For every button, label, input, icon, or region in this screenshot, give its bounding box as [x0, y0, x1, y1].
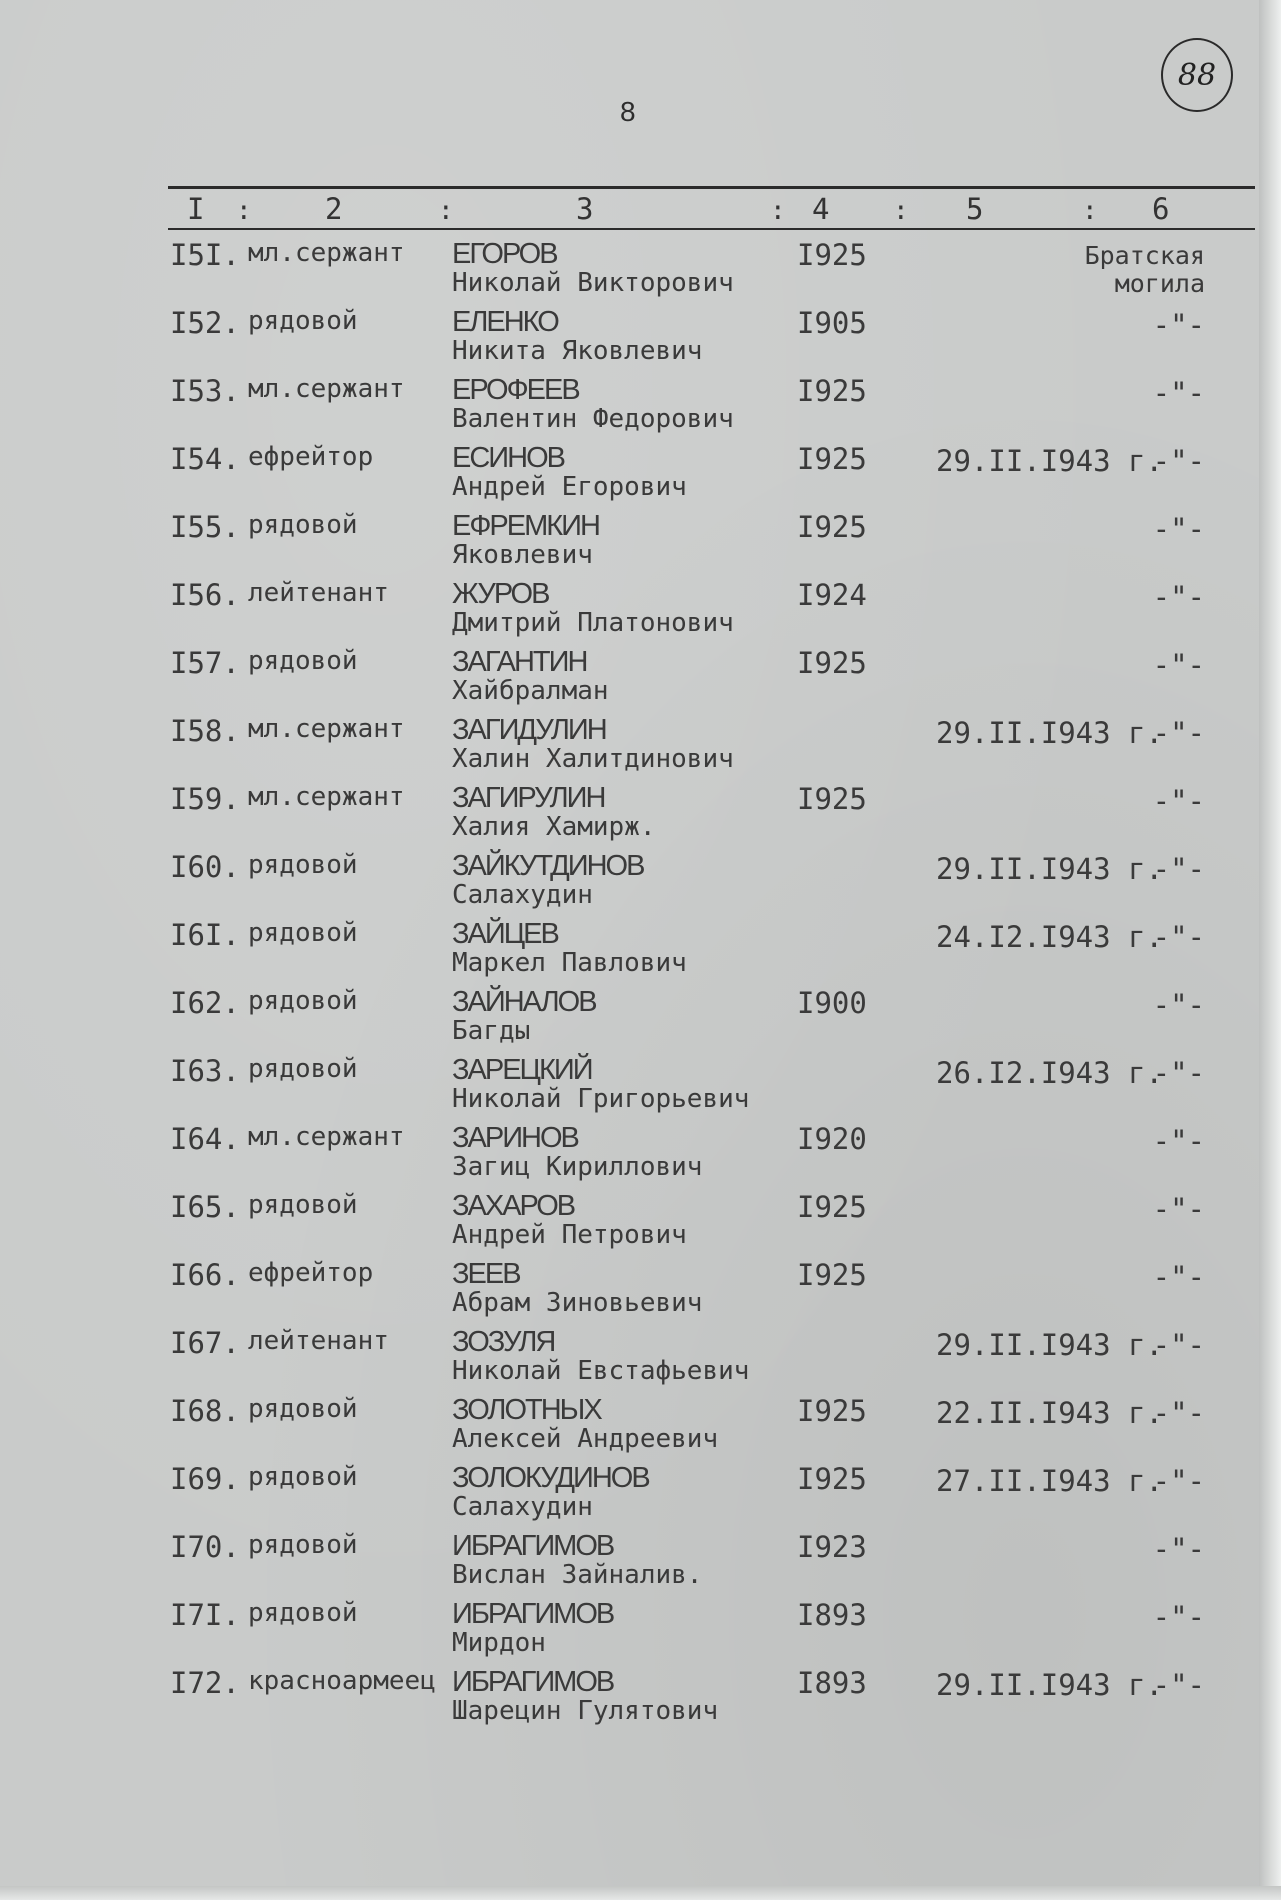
death-date: 29.II.I943 г.	[936, 1328, 1163, 1362]
table-row	[0, 238, 1281, 306]
burial-place: -"-	[1152, 1668, 1205, 1702]
military-rank: рядовой	[248, 1190, 358, 1220]
burial-place: -"-	[1152, 1396, 1205, 1430]
row-number: I60.	[170, 850, 240, 884]
birth-year: I925	[797, 510, 867, 544]
given-name: Халин Халитдинович	[452, 744, 734, 774]
military-rank: мл.сержант	[248, 782, 405, 812]
death-date: 24.I2.I943 г.	[936, 920, 1163, 954]
birth-year: I900	[797, 986, 867, 1020]
burial-place: -"-	[1152, 1260, 1205, 1294]
given-name: Никита Яковлевич	[452, 336, 703, 366]
row-number: I69.	[170, 1462, 240, 1496]
burial-place: -"-	[1152, 852, 1205, 886]
birth-year: I925	[797, 646, 867, 680]
table-row	[0, 1326, 1281, 1394]
military-rank: рядовой	[248, 510, 358, 540]
military-rank: ефрейтор	[248, 1258, 374, 1288]
row-number: I72.	[170, 1666, 240, 1700]
surname: ЗАГИДУЛИН	[452, 714, 606, 746]
military-rank: рядовой	[248, 1530, 358, 1560]
military-rank: мл.сержант	[248, 374, 405, 404]
given-name: Салахудин	[452, 880, 593, 910]
row-number: I70.	[170, 1530, 240, 1564]
military-rank: рядовой	[248, 1394, 358, 1424]
burial-place: -"-	[1152, 1532, 1205, 1566]
page-number: 8	[620, 96, 636, 127]
given-name: Хайбралман	[452, 676, 609, 706]
surname: ЕРОФЕЕВ	[452, 374, 579, 406]
birth-year: I905	[797, 306, 867, 340]
burial-place: -"-	[1152, 920, 1205, 954]
folio-stamp	[1161, 38, 1233, 112]
surname: ЗОЗУЛЯ	[452, 1326, 555, 1358]
burial-place: -"-	[1152, 784, 1205, 818]
table-row	[0, 578, 1281, 646]
table-row	[0, 1190, 1281, 1258]
row-number: I67.	[170, 1326, 240, 1360]
row-number: I63.	[170, 1054, 240, 1088]
burial-place: -"-	[1152, 1328, 1205, 1362]
burial-place: -"-	[1152, 988, 1205, 1022]
table-row	[0, 918, 1281, 986]
table-row	[0, 510, 1281, 578]
surname: ЗАГИРУЛИН	[452, 782, 605, 814]
given-name: Мирдон	[452, 1628, 546, 1658]
burial-place: -"-	[1152, 580, 1205, 614]
table-row	[0, 646, 1281, 714]
birth-year: I925	[797, 374, 867, 408]
military-rank: мл.сержант	[248, 714, 405, 744]
given-name: Маркел Павлович	[452, 948, 687, 978]
burial-place: -"-	[1152, 376, 1205, 410]
birth-year: I893	[797, 1666, 867, 1700]
given-name: Николай Григорьевич	[452, 1084, 750, 1114]
birth-year: I925	[797, 1394, 867, 1428]
given-name: Халия Хамирж.	[452, 812, 656, 842]
burial-place: -"-	[1152, 308, 1205, 342]
military-rank: рядовой	[248, 306, 358, 336]
death-date: 29.II.I943 г.	[936, 444, 1163, 478]
given-name: Яковлевич	[452, 540, 593, 570]
header-rule-top	[168, 186, 1255, 189]
burial-place: -"-	[1152, 1056, 1205, 1090]
table-row	[0, 1054, 1281, 1122]
surname: ЕГОРОВ	[452, 238, 557, 270]
row-number: I64.	[170, 1122, 240, 1156]
table-row	[0, 1394, 1281, 1462]
given-name: Андрей Петрович	[452, 1220, 687, 1250]
row-number: I52.	[170, 306, 240, 340]
birth-year: I924	[797, 578, 867, 612]
birth-year: I925	[797, 442, 867, 476]
column-separator: :	[236, 196, 252, 226]
burial-place: -"-	[1152, 1192, 1205, 1226]
surname: ЗАРИНОВ	[452, 1122, 578, 1154]
column-separator: :	[438, 196, 454, 226]
military-rank: рядовой	[248, 986, 358, 1016]
table-row	[0, 1598, 1281, 1666]
given-name: Андрей Егорович	[452, 472, 687, 502]
military-rank: рядовой	[248, 918, 358, 948]
table-row	[0, 782, 1281, 850]
military-rank: рядовой	[248, 850, 358, 880]
table-row	[0, 1666, 1281, 1734]
surname: ЗАГАНТИН	[452, 646, 587, 678]
column-header-3: 3	[576, 192, 594, 226]
given-name: Загиц Кириллович	[452, 1152, 703, 1182]
row-number: I68.	[170, 1394, 240, 1428]
column-separator: :	[893, 196, 909, 226]
row-number: I57.	[170, 646, 240, 680]
column-header-6: 6	[1152, 192, 1170, 226]
surname: ЗАРЕЦКИЙ	[452, 1054, 592, 1086]
military-rank: рядовой	[248, 1054, 358, 1084]
surname: ЖУРОВ	[452, 578, 549, 610]
military-rank: ефрейтор	[248, 442, 374, 472]
birth-year: I923	[797, 1530, 867, 1564]
death-date: 29.II.I943 г.	[936, 716, 1163, 750]
birth-year: I925	[797, 1190, 867, 1224]
birth-year: I925	[797, 238, 867, 272]
surname: ИБРАГИМОВ	[452, 1666, 614, 1698]
death-date: 29.II.I943 г.	[936, 1668, 1163, 1702]
military-rank: рядовой	[248, 646, 358, 676]
table-row	[0, 1258, 1281, 1326]
row-number: I65.	[170, 1190, 240, 1224]
military-rank: рядовой	[248, 1462, 358, 1492]
death-date: 26.I2.I943 г.	[936, 1056, 1163, 1090]
table-row	[0, 986, 1281, 1054]
burial-place: -"-	[1152, 1124, 1205, 1158]
column-header-2: 2	[325, 192, 343, 226]
header-rule-bottom	[168, 228, 1255, 230]
given-name: Салахудин	[452, 1492, 593, 1522]
military-rank: мл.сержант	[248, 238, 405, 268]
burial-place: -"-	[1152, 1464, 1205, 1498]
given-name: Николай Викторович	[452, 268, 734, 298]
surname: ЕЛЕНКО	[452, 306, 558, 338]
death-date: 27.II.I943 г.	[936, 1464, 1163, 1498]
birth-year: I925	[797, 782, 867, 816]
surname: ИБРАГИМОВ	[452, 1598, 614, 1630]
surname: ЗАЙКУТДИНОВ	[452, 850, 644, 882]
column-header-1: I	[187, 192, 205, 226]
surname: ЗОЛОТНЫХ	[452, 1394, 601, 1426]
table-row	[0, 1462, 1281, 1530]
table-row	[0, 1122, 1281, 1190]
given-name: Николай Евстафьевич	[452, 1356, 750, 1386]
page-edge-bottom	[0, 1886, 1281, 1900]
row-number: I6I.	[170, 918, 240, 952]
table-row	[0, 306, 1281, 374]
column-separator: :	[1082, 196, 1098, 226]
military-rank: лейтенант	[248, 1326, 389, 1356]
birth-year: I920	[797, 1122, 867, 1156]
military-rank: красноармеец	[248, 1666, 436, 1696]
burial-place: -"-	[1152, 512, 1205, 546]
column-separator: :	[770, 196, 786, 226]
surname: ЕСИНОВ	[452, 442, 564, 474]
burial-place: -"-	[1152, 648, 1205, 682]
row-number: I56.	[170, 578, 240, 612]
table-row	[0, 442, 1281, 510]
surname: ИБРАГИМОВ	[452, 1530, 614, 1562]
given-name: Валентин Федорович	[452, 404, 734, 434]
military-rank: лейтенант	[248, 578, 389, 608]
row-number: I7I.	[170, 1598, 240, 1632]
column-header-4: 4	[812, 192, 830, 226]
row-number: I55.	[170, 510, 240, 544]
row-number: I62.	[170, 986, 240, 1020]
row-number: I66.	[170, 1258, 240, 1292]
column-header-5: 5	[966, 192, 984, 226]
table-row	[0, 714, 1281, 782]
row-number: I53.	[170, 374, 240, 408]
given-name: Алексей Андреевич	[452, 1424, 719, 1454]
surname: ЕФРЕМКИН	[452, 510, 599, 542]
given-name: Шарецин Гулятович	[452, 1696, 719, 1726]
given-name: Абрам Зиновьевич	[452, 1288, 703, 1318]
death-date: 29.II.I943 г.	[936, 852, 1163, 886]
row-number: I58.	[170, 714, 240, 748]
burial-place: -"-	[1152, 444, 1205, 478]
row-number: I54.	[170, 442, 240, 476]
birth-year: I925	[797, 1462, 867, 1496]
surname: ЗАХАРОВ	[452, 1190, 575, 1222]
burial-place: -"-	[1152, 1600, 1205, 1634]
folio-stamp-number: 88	[1177, 57, 1217, 93]
birth-year: I893	[797, 1598, 867, 1632]
surname: ЗАЙЦЕВ	[452, 918, 558, 950]
row-number: I5I.	[170, 238, 240, 272]
row-number: I59.	[170, 782, 240, 816]
military-rank: рядовой	[248, 1598, 358, 1628]
birth-year: I925	[797, 1258, 867, 1292]
burial-place: -"-	[1152, 716, 1205, 750]
burial-place: Братская могила	[1084, 241, 1205, 298]
surname: ЗАЙНАЛОВ	[452, 986, 596, 1018]
given-name: Дмитрий Платонович	[452, 608, 734, 638]
given-name: Вислан Зайналив.	[452, 1560, 703, 1590]
table-row	[0, 850, 1281, 918]
surname: ЗОЛОКУДИНОВ	[452, 1462, 649, 1494]
death-date: 22.II.I943 г.	[936, 1396, 1163, 1430]
military-rank: мл.сержант	[248, 1122, 405, 1152]
surname: ЗЕЕВ	[452, 1258, 520, 1290]
given-name: Багды	[452, 1016, 531, 1046]
table-row	[0, 1530, 1281, 1598]
table-row	[0, 374, 1281, 442]
